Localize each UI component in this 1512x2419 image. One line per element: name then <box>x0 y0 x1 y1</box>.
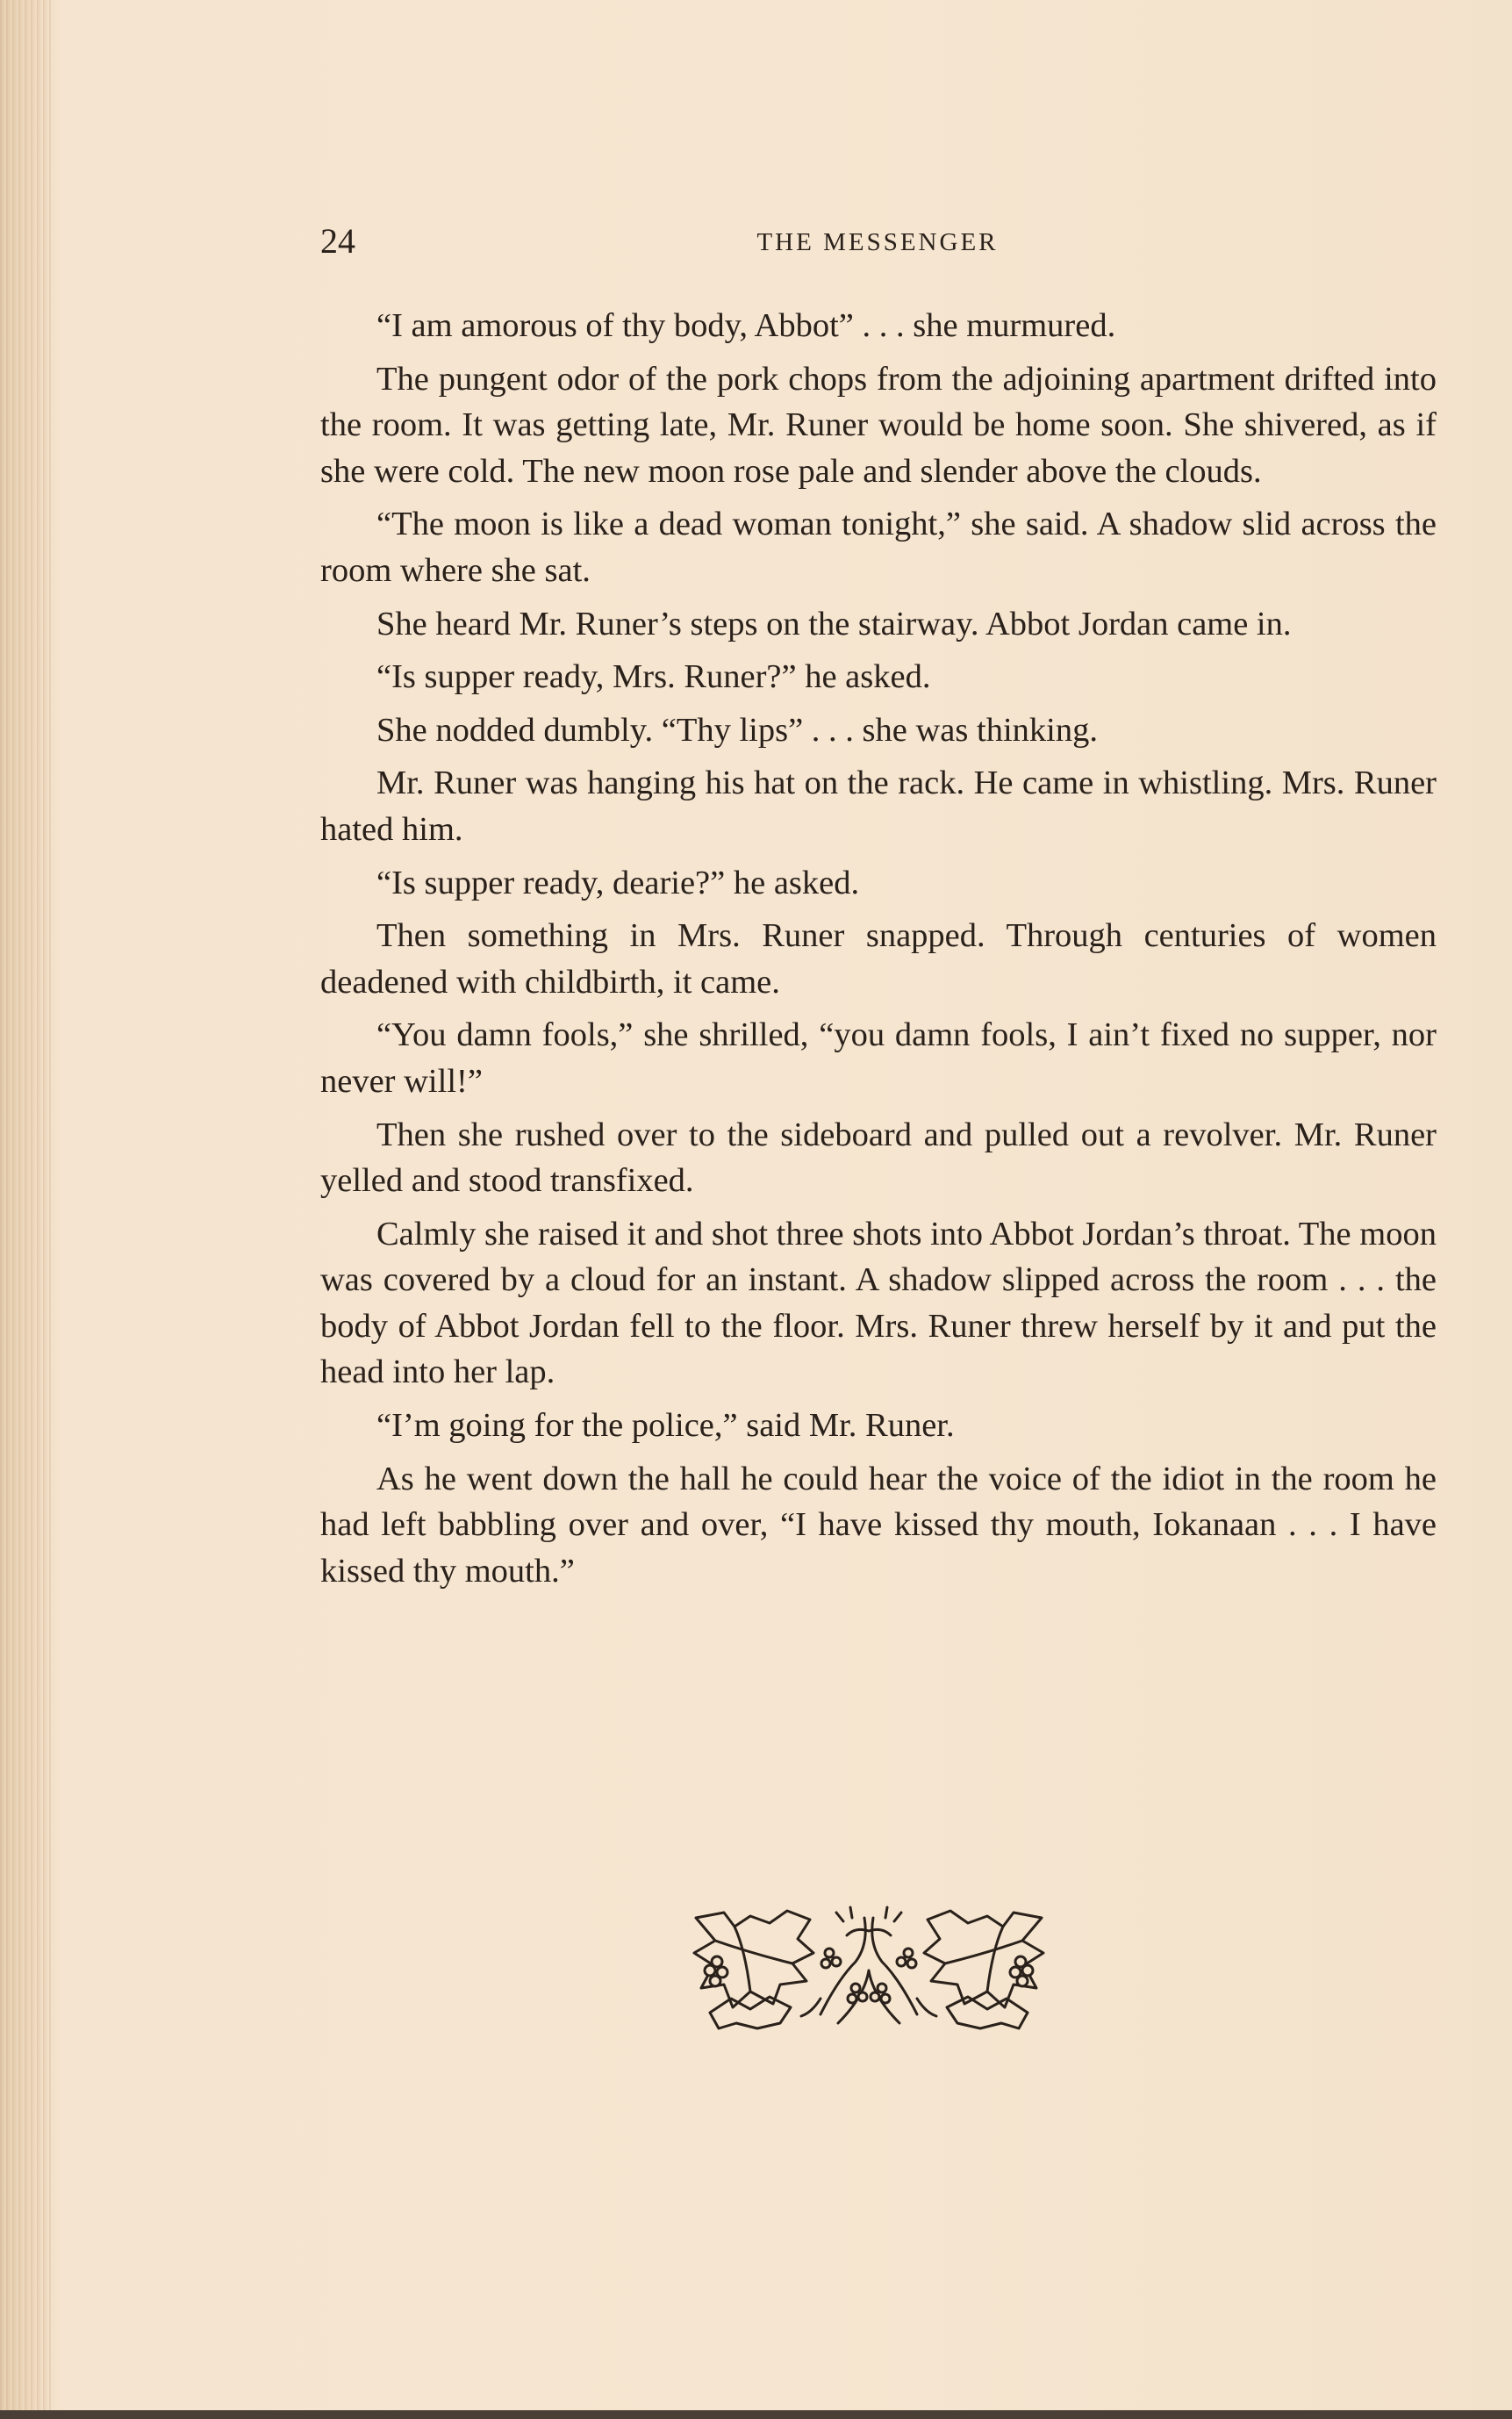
paragraph: “You damn fools,” she shrilled, “you damn fools, I ain’t fixed no supper, nor never will!” <box>320 1016 1437 1100</box>
paragraph: Then she rushed over to the sideboard and pulled out a revolver. Mr. Runer yelled and stood transfixed. <box>320 1116 1437 1200</box>
paragraph: As he went down the hall he could hear the voice of the idiot in the room he had left babbling over and over, “I have kissed thy mouth, Iokanaan . . . I have kissed thy mouth.” <box>320 1460 1437 1590</box>
page-header <box>320 219 1435 263</box>
paragraph: She heard Mr. Runer’s steps on the stairway. Abbot Jordan came in. <box>376 605 1292 642</box>
running-head: THE MESSENGER <box>756 228 999 256</box>
paragraph: Then something in Mrs. Runer snapped. Through centuries of women deadened with childbirth, it came. <box>320 917 1437 1001</box>
paragraph: “Is supper ready, Mrs. Runer?” he asked. <box>376 658 931 696</box>
page-bottom-edge <box>0 2410 1512 2419</box>
page-number: 24 <box>320 221 355 261</box>
paragraph: “The moon is like a dead woman tonight,” she said. A shadow slid across the room where she sat. <box>320 506 1437 589</box>
paragraph: The pungent odor of the pork chops from the adjoining apartment drifted into the room. It was getting late, Mr. Runer would be home soon. She shivered, as if she were cold. The new moon rose pale and slender above the clouds. <box>320 360 1437 490</box>
paragraph: Calmly she raised it and shot three shots into Abbot Jordan’s throat. The moon was covered by a cloud for an instant. A shadow slipped across the room . . . the body of Abbot Jordan fell to the floor. Mrs. Runer threw herself by it and put the head into her lap. <box>320 1215 1437 1391</box>
page-gutter-edge <box>0 0 51 2419</box>
paragraph: Mr. Runer was hanging his hat on the rack. He came in whistling. Mrs. Runer hated him. <box>320 764 1437 848</box>
paragraph: “Is supper ready, dearie?” he asked. <box>376 864 860 901</box>
vine-leaf-ornament-icon <box>689 1900 1049 2036</box>
paragraph: “I am amorous of thy body, Abbot” . . . she murmured. <box>376 307 1116 344</box>
body-text <box>320 303 1437 1601</box>
paragraph: “I’m going for the police,” said Mr. Runer. <box>376 1407 955 1445</box>
paragraph: She nodded dumbly. “Thy lips” . . . she was thinking. <box>376 711 1098 749</box>
